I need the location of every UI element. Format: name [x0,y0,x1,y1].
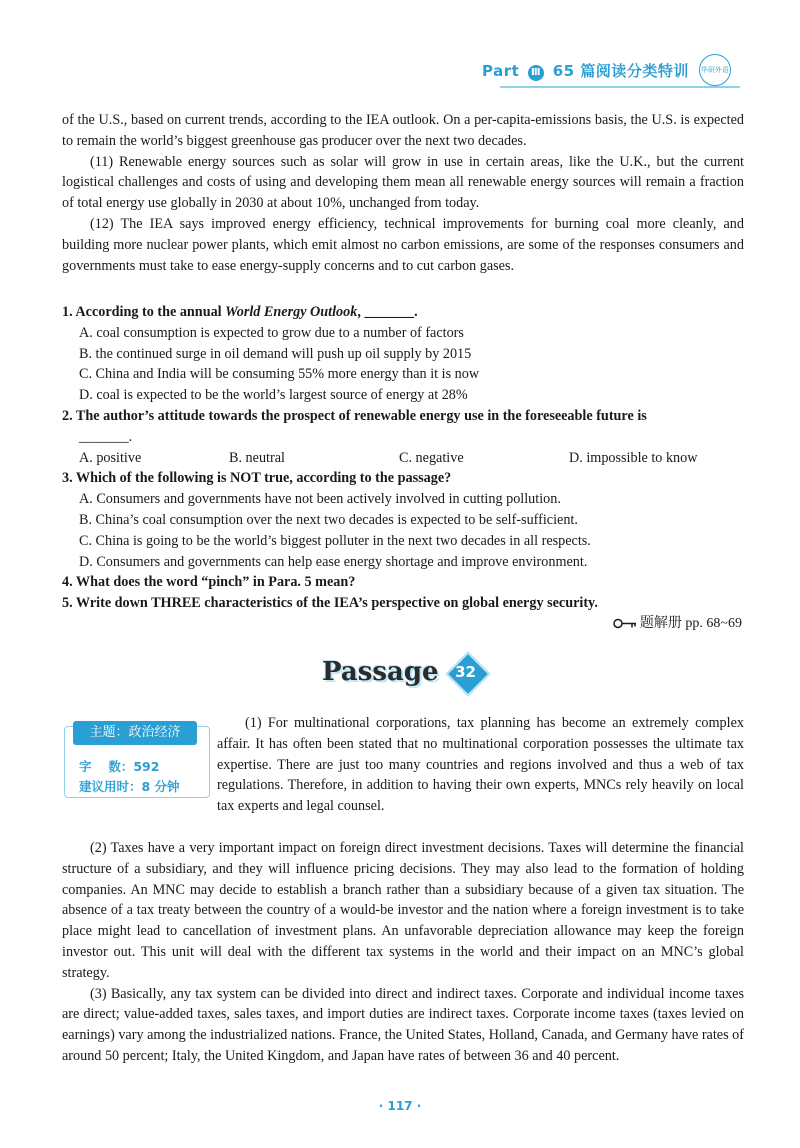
passage-number-badge [445,651,487,693]
question-2-blank: _______. [79,428,133,445]
question-2-option-c: C. negative [399,449,464,466]
question-3: 3. Which of the following is NOT true, according to the passage? [62,470,452,487]
passage-paragraph-2: (2) Taxes have a very important impact on foreign direct investment decisions. Taxes will determine the financial structure of a subsidiary, and they will influence pricing decisions. They may also lead to the formation of holding companies. An MNC may decide to establish a branch rather than a subsidiary because of a given tax situation. The absence of a tax treaty between the country of a would-be investor and the nation where a foreign investment is to take place might lead to cancellation of investment plans. An unfavorable depreciation allowance may keep the foreign investor out. This unit will deal with the different tax systems in the world and their impact on an MNC’s global strategy. [62,840,744,981]
question-3-option-a: A. Consumers and governments have not been actively involved in cutting pollution. [79,491,561,508]
question-3-option-d: D. Consumers and governments can help ease energy shortage and improve environment. [79,553,588,570]
question-5: 5. Write down THREE characteristics of the IEA’s perspective on global energy security. [62,595,598,612]
topic-label: 主题：政治经济 [73,721,197,745]
passage-number: 32 [455,663,476,681]
passage-paragraph-1: (1) For multinational corporations, tax planning has become an extremely complex affair. It has often been stated that no multinational corporation possesses the ultimate tax expertise. There are just too many countries and regions involved and thus a web of tax regulations. Therefore, in addition to having their own experts, MNCs rely heavily on local tax experts and legal counsel. [217,715,744,815]
question-4: 4. What does the word “pinch” in Para. 5 mean? [62,574,356,591]
paragraph-10-tail: of the U.S., based on current trends, according to the IEA outlook. On a per-capita-emissions basis, the U.S. is expected to remain the world’s biggest greenhouse gas producer over the next two decades. [62,112,744,149]
question-2-option-a: A. positive [79,449,142,466]
question-1-option-d: D. coal is expected to be the world’s largest source of energy at 28% [79,387,468,404]
question-1-blank: , _______. [357,304,418,320]
part-numeral-badge: Ⅲ [528,65,544,81]
question-2-options [62,448,744,469]
question-1-option-a: A. coal consumption is expected to grow due to a number of factors [79,324,464,341]
question-1-prefix: 1. According to the annual [62,304,226,320]
passage-body [62,838,744,1067]
question-3-option-b: B. China’s coal consumption over the next two decades is expected to be self-sufficient. [79,511,578,528]
key-icon [613,618,637,634]
passage-label: Passage [322,657,439,687]
question-2-option-b: B. neutral [229,449,285,466]
paragraph-12: (12) The IEA says improved energy efficiency, technical improvements for burning coal more cleanly, and building more nuclear power plants, which emit almost no carbon emissions, are some of the responses consumers and governments must take to ease energy-supply concerns and to cut carbon gases. [62,215,744,274]
question-1-option-c: C. China and India will be consuming 55% more energy than it is now [79,366,480,383]
header-rule [500,86,740,88]
header-title [482,60,689,81]
answer-reference-text: 题解册 pp. 68~69 [639,616,742,631]
publisher-logo: 华研外语 [699,54,731,86]
paragraph-11: (11) Renewable energy sources such as solar will grow in use in certain areas, like the U.K., but the current logistical challenges and costs of using and developing them mean all renewable energy sources will remain a fraction of total energy use globally in 2030 at about 10%, unchanged from today. [62,153,744,212]
answer-reference [613,612,742,634]
question-2: 2. The author’s attitude towards the prospect of renewable energy use in the foreseeable future is [62,407,647,424]
question-1-option-b: B. the continued surge in oil demand will push up oil supply by 2015 [79,345,472,362]
running-header [482,55,731,85]
previous-passage-continuation [62,110,744,276]
page-number: · 117 · [378,1099,422,1113]
question-3-option-c: C. China is going to be the world’s biggest polluter in the next two decades in all respects. [79,532,591,549]
question-1-book-title: World Energy Outlook [225,304,358,320]
question-2-option-d: D. impossible to know [569,449,698,466]
suggested-time: 建议用时：8 分钟 [79,779,180,794]
question-1 [62,302,744,323]
passage-paragraph-3: (3) Basically, any tax system can be divided into direct and indirect taxes. Corporate and individual income taxes are direct; value-added taxes, sales taxes, and import duties are indirect taxes. Corporate income taxes (taxes levied on earnings) vary among the industrialized nations. France, the United States, Holland, Canada, and Germany have rates of around 50 percent; Italy, the United Kingdom, and Japan have rates of between 36 and 40 percent. [62,985,744,1064]
header-prefix: Part [482,61,520,80]
passage-heading [322,652,487,692]
header-book-title: 65 篇阅读分类特训 [552,61,689,80]
questions-section [62,302,744,614]
passage-info-box [64,726,210,798]
word-count: 字 数：592 [79,759,160,774]
